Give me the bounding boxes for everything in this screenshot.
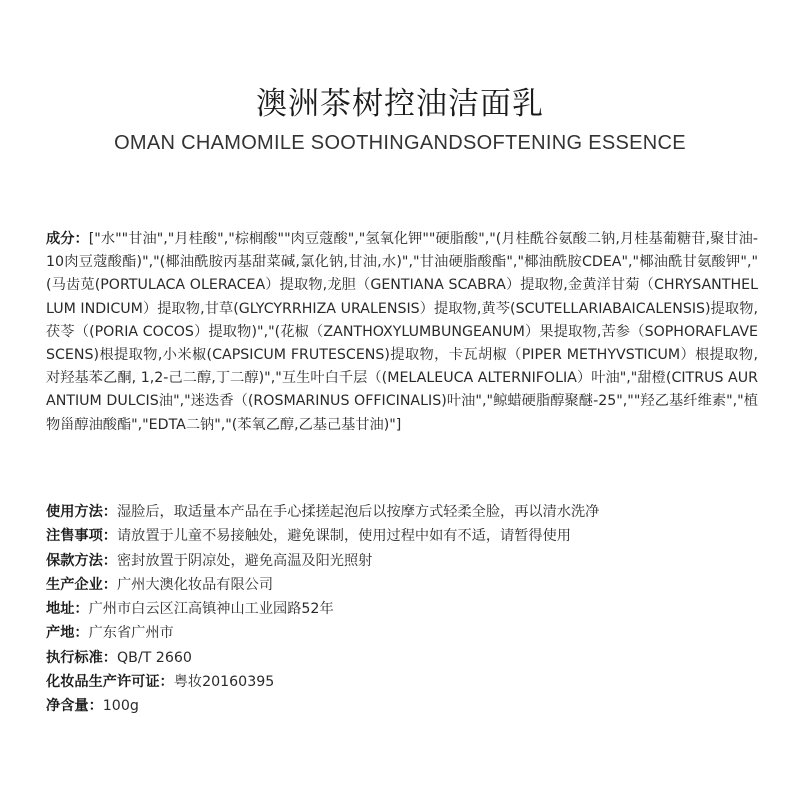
info-row-origin	[46, 621, 758, 645]
info-value: 密封放置于阴凉处，避免高温及阳光照射	[116, 552, 373, 569]
ingredients-label: 成分：	[46, 231, 89, 247]
info-row-standard	[46, 646, 758, 670]
info-label: 注售事项：	[46, 528, 117, 545]
info-row-manufacturer	[46, 573, 758, 597]
info-label: 净含量：	[46, 698, 103, 715]
info-label: 地址：	[46, 601, 89, 618]
info-row-net-content	[46, 694, 758, 718]
product-info-list	[46, 500, 758, 719]
info-value: 广州大澳化妆品有限公司	[116, 576, 274, 593]
info-label: 保款方法：	[46, 552, 117, 569]
info-value: 广东省广州市	[88, 625, 174, 642]
info-label: 使用方法：	[46, 504, 117, 520]
info-label: 生产企业：	[46, 576, 117, 593]
info-row-usage	[46, 500, 758, 524]
info-label: 化妆品生产许可证：	[46, 674, 174, 691]
info-row-license	[46, 670, 758, 694]
ingredients-text: ["水""甘油","月桂酸","棕榈酸""肉豆蔻酸","氢氧化钾""硬脂酸","(月桂酰谷氨酸二钠,月桂基葡糖苷,聚甘油-10肉豆蔻酸酯)","(椰油酰胺丙基甜菜碱,氯化钠,甘油,水)","甘油硬脂酸酯","椰油酰胺CDEA","椰油酰甘氨酸钾","(马齿苋(PORTULACA OLERACEA）提取物,龙胆（GENTIANA SCABRA）提取物,金黄洋甘菊（CHRYSANTHELLUM INDICUM）提取物,甘草(GLYCYRRHIZA URALENSIS）提取物,黄芩(SCUTELLARIABAICALENSIS)提取物,茯苓（(PORIA COCOS）提取物)","(花椒（ZANTHOXYLUMBUNGEANUM）果提取物,苦参（SOPHORAFLAVESCENS)根提取物,小米椒(CAPSICUM FRUTESCENS)提取物，卡瓦胡椒（PIPER METHYVSTICUM）根提取物,对羟基苯乙酮, 1,2-己二醇,丁二醇)","互生叶白千层（(MELALEUCA ALTERNIFOLIA）叶油","甜橙(CITRUS AURANTIUM DULCIS油","迷迭香（(ROSMARINUS OFFICINALIS)叶油","鲸蜡硬脂醇聚醚-25",""羟乙基纤维素","植物甾醇油酸酯","EDTA二钠","(苯氧乙醇,乙基己基甘油)"]	[46, 231, 758, 433]
product-subtitle: OMAN CHAMOMILE SOOTHINGANDSOFTENING ESSENCE	[114, 132, 686, 154]
info-row-storage	[46, 549, 758, 573]
info-value: 请放置于儿童不易接触处，避免课制，使用过程中如有不适，请暂得使用	[116, 528, 571, 545]
info-row-address	[46, 597, 758, 621]
product-title: 澳洲茶树控油洁面乳	[256, 86, 544, 122]
info-label: 产地：	[46, 625, 89, 642]
info-label: 执行标准：	[46, 649, 117, 666]
info-row-precautions	[46, 524, 758, 548]
info-value: 粤妆20160395	[173, 674, 275, 691]
info-value: 100g	[102, 698, 139, 715]
ingredients-paragraph	[46, 228, 758, 437]
info-value: 湿脸后，取适量本产品在手心揉搓起泡后以按摩方式轻柔全脸，再以清水洗净	[116, 504, 600, 520]
info-value: QB/T 2660	[116, 649, 192, 666]
info-value: 广州市白云区江高镇神山工业园路52年	[88, 601, 334, 618]
